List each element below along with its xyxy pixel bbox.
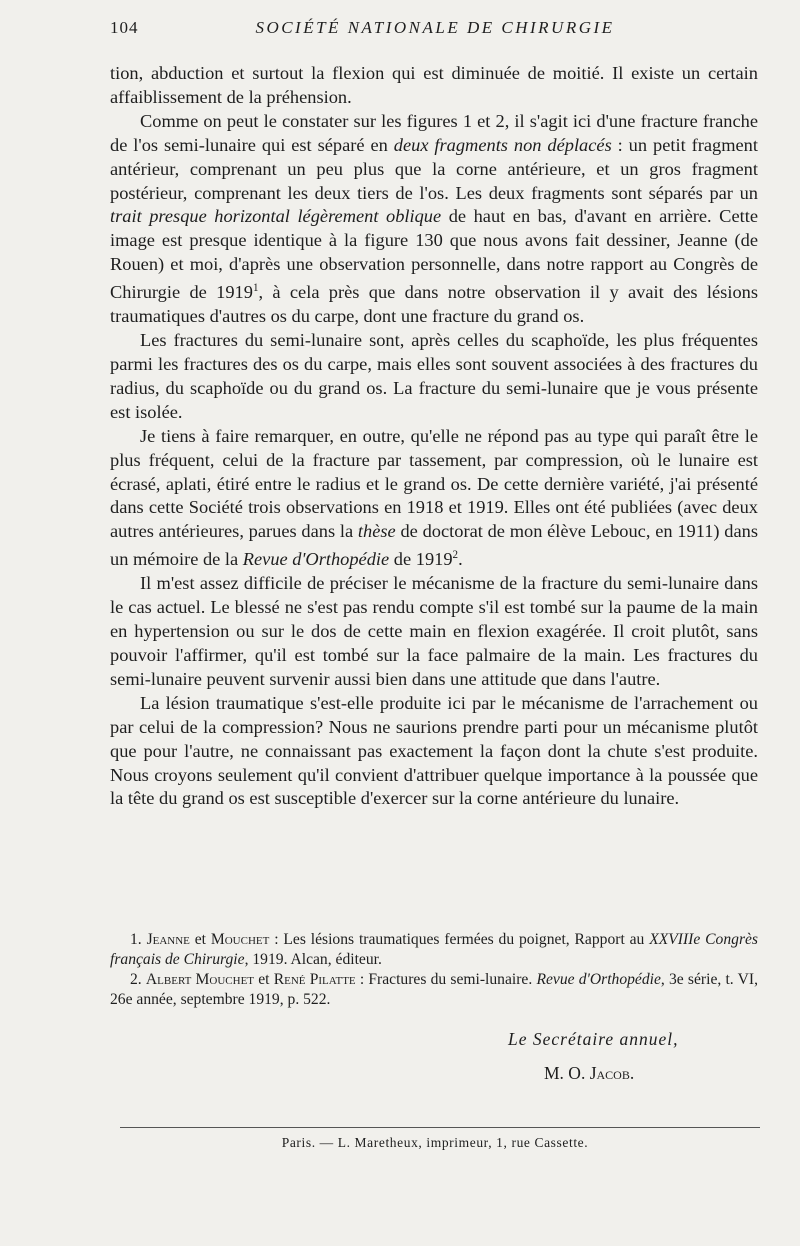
text-run: 2	[452, 549, 459, 562]
paragraph	[110, 572, 758, 692]
text-run: Jeanne	[146, 931, 190, 948]
paragraph	[110, 329, 758, 425]
text-run: , 1919. Alcan, éditeur.	[244, 951, 382, 968]
text-run: René Pilatte	[273, 971, 356, 988]
footer-rule	[120, 1127, 760, 1128]
running-title: SOCIÉTÉ NATIONALE DE CHIRURGIE	[255, 18, 615, 37]
footnotes	[110, 930, 758, 1010]
text-run: : Fractures du semi-lunaire.	[355, 971, 537, 988]
signature-title: Le Secrétaire annuel,	[508, 1029, 679, 1049]
text-run: : un petit fragment antérieur, comprenant un peu plus que la corne antérieure, et un gros fragment postérieur, comprenant les deux tiers de l'os. Les deux fragments sont séparés par un	[110, 134, 758, 203]
text-run: .	[458, 549, 463, 570]
text-run: de doctorat de mon élève Lebouc, en 1911) dans un mémoire de la	[110, 521, 758, 570]
text-run: tion, abduction et surtout la flexion qui est diminuée de moitié. Il existe un certain affaiblissement de la préhension.	[110, 63, 758, 107]
text-run: XXVIIIe Congrès français de Chirurgie	[110, 931, 759, 968]
signature-name: M. O. Jacob.	[544, 1063, 635, 1083]
text-run: Comme on peut le constater sur les figures 1 et 2, il s'agit ici d'une fracture franche de l'os semi-lunaire qui est séparé en	[110, 110, 758, 155]
text-run: Revue d'Orthopédie	[242, 549, 390, 570]
page-number: 104	[110, 18, 139, 37]
paragraph	[110, 425, 758, 573]
paragraph	[110, 692, 758, 812]
text-run: de 1919	[389, 549, 453, 570]
text-run: , à cela près que dans notre observation il y avait des lésions traumatiques d'autres os du carpe, dont une fracture du grand os.	[110, 282, 758, 327]
text-run: : Les lésions traumatiques fermées du poignet, Rapport au	[269, 931, 650, 948]
text-run: et	[189, 931, 211, 948]
text-run: Il m'est assez difficile de préciser le mécanisme de la fracture du semi-lunaire dans le cas actuel. Le blessé ne s'est pas rendu compte s'il est tombé sur la paume de la main en hypertension ou sur le dos de cette main en flexion exagérée. Il croit plutôt, sans pouvoir l'affirmer, qu'il est tombé sur la face palmaire de la main. Les fractures du semi-lunaire peuvent survenir aussi bien dans une attitude que dans l'autre.	[110, 573, 758, 689]
text-run: Albert Mouchet	[145, 971, 255, 988]
footnote	[110, 970, 758, 1010]
body-text	[110, 62, 758, 811]
text-run: Mouchet	[210, 931, 270, 948]
text-run: thèse	[357, 521, 396, 542]
text-run: Revue d'Orthopédie	[536, 971, 661, 988]
text-run: trait presque horizontal légèrement oblique	[110, 206, 442, 227]
page-header	[110, 18, 760, 44]
printer-imprint: Paris. — L. Maretheux, imprimeur, 1, rue Cassette.	[281, 1135, 589, 1150]
text-run: Je tiens à faire remarquer, en outre, qu'elle ne répond pas au type qui paraît être le plus fréquent, celui de la fracture par tassement, par compression, où le lunaire est écrasé, aplati, étiré entre le radius et le grand os. De cette dernière variété, j'ai présenté dans cette Société trois observations en 1918 et 1919. Elles ont été publiées (avec deux autres antérieures, parues dans la	[110, 425, 758, 542]
text-run: 1	[252, 282, 259, 295]
text-run: , 3e série, t. VI, 26e année, septembre 1919, p. 522.	[110, 971, 758, 1008]
paragraph	[110, 62, 758, 110]
paragraph	[110, 110, 758, 329]
text-run: Les fractures du semi-lunaire sont, après celles du scaphoïde, les plus fréquentes parmi les fractures des os du carpe, mais elles sont souvent associées à des fractures du radius, du scaphoïde ou du grand os. La fracture du semi-lunaire que je vous présente est isolée.	[110, 330, 758, 422]
footnote	[110, 930, 758, 970]
text-run: de haut en bas, d'avant en arrière. Cette image est presque identique à la figure 130 que nous avons fait dessiner, Jeanne (de Rouen) et moi, d'après une observation personnelle, dans notre rapport au Congrès de Chirurgie de 1919	[110, 206, 758, 303]
text-run: 2.	[130, 971, 146, 988]
text-run: La lésion traumatique s'est-elle produite ici par le mécanisme de l'arrachement ou par celui de la compression? Nous ne saurions prendre parti pour un mécanisme plutôt que pour l'autre, ne connaissant pas exactement la façon dont la chute s'est produite. Nous croyons seulement qu'il convient d'attribuer quelque importance à la poussée que la tête du grand os est susceptible d'exercer sur la corne antérieure du lunaire.	[110, 692, 758, 809]
text-run: et	[254, 971, 274, 988]
signature-block	[440, 1022, 760, 1090]
text-run: deux fragments non déplacés	[393, 134, 612, 155]
text-run: 1.	[130, 931, 147, 948]
